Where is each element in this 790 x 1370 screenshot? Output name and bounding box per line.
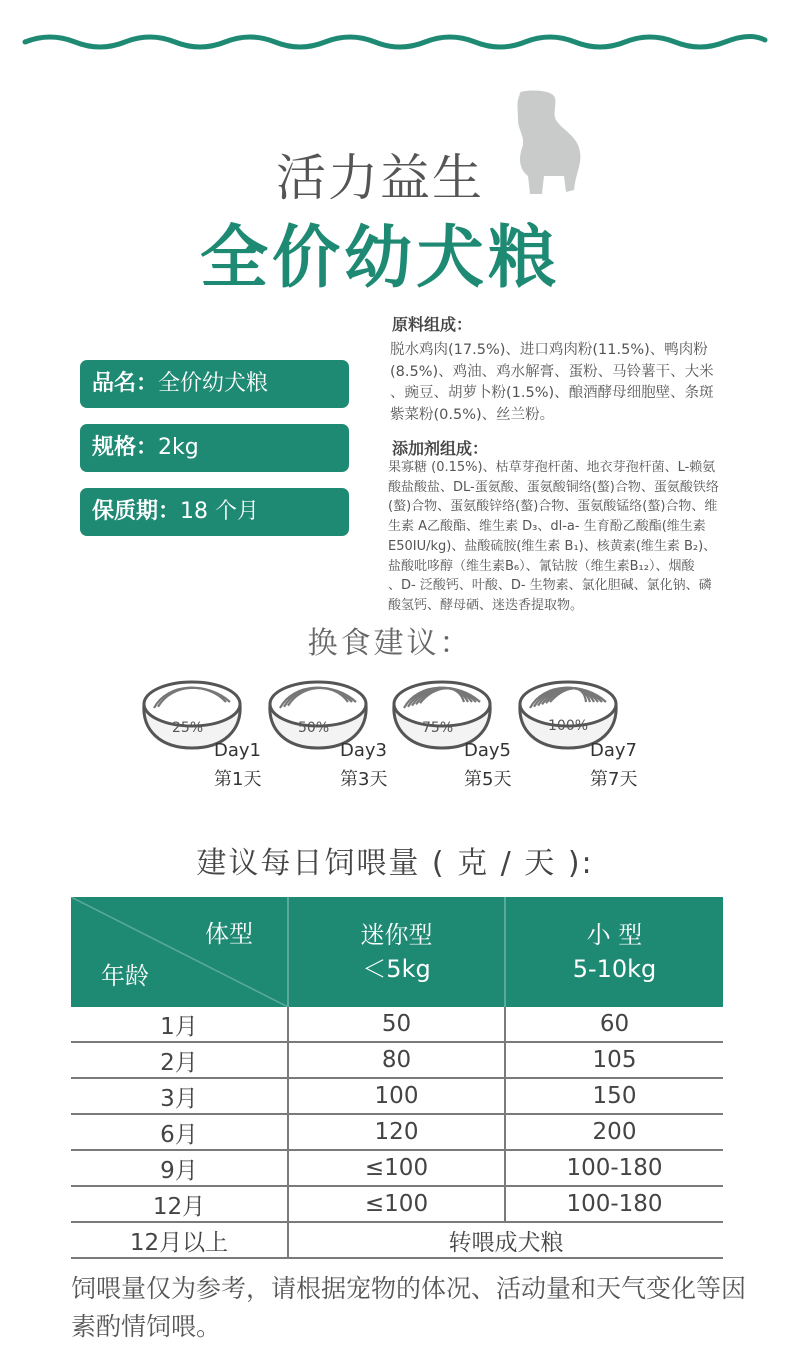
age-cell: 9月: [71, 1150, 288, 1186]
corner-top-label: 体型: [205, 920, 253, 948]
age-cell: 2月: [71, 1042, 288, 1078]
mini-cell: 120: [288, 1114, 505, 1150]
step-day-cn: 第1天: [214, 769, 262, 790]
feeding-note: 饲喂量仅为参考，请根据宠物的体况、活动量和天气变化等因素酌情饲喂。: [71, 1274, 747, 1341]
pill-label: 品名：: [92, 371, 159, 396]
step-percent: 100%: [548, 718, 589, 734]
mini-cell: ≤100: [288, 1150, 505, 1186]
age-cell: 1月: [71, 1007, 288, 1042]
pill-label: 规格：: [92, 435, 159, 460]
feeding-table: [71, 897, 723, 1259]
wave-line-icon: [0, 20, 790, 60]
pill-spec: [80, 424, 349, 472]
product-title: 全价幼犬粮: [199, 219, 560, 298]
col-name: 迷你型: [360, 921, 433, 949]
col-header-mini: [288, 897, 505, 1007]
step-percent: 50%: [298, 720, 330, 736]
small-cell: 200: [505, 1114, 723, 1150]
table-row: [71, 1078, 723, 1114]
age-cell: 3月: [71, 1078, 288, 1114]
pill-value: 2kg: [158, 435, 199, 460]
ingredients-line: (8.5%)、鸡油、鸡水解膏、蛋粉、马铃薯干、大米: [390, 363, 714, 380]
table-row: [71, 1186, 723, 1222]
ingredients-line: 、豌豆、胡萝卜粉(1.5%)、酿酒酵母细胞壁、条斑: [390, 385, 714, 401]
switch-title: 换食建议：: [307, 626, 473, 661]
age-cell: 12月以上: [71, 1222, 288, 1258]
step-percent: 25%: [172, 720, 204, 736]
additives-line: 酸氢钙、酵母硒、迷迭香提取物。: [388, 597, 584, 613]
table-row: [71, 1150, 723, 1186]
ingredients-title: 原料组成：: [392, 315, 473, 334]
additives-line: 盐酸吡哆醇（维生素B₆）、氰钴胺（维生素B₁₂）、烟酸: [388, 558, 695, 574]
step-day-label: Day5: [464, 740, 511, 761]
mini-cell: 80: [288, 1042, 505, 1078]
pill-product-name: [80, 360, 349, 408]
mini-cell: ≤100: [288, 1186, 505, 1222]
ingredients-text: [390, 340, 770, 426]
additives-line: 酸盐酸盐、DL-蛋氨酸、蛋氨酸铜络(螯)合物、蛋氨酸铁络: [388, 479, 719, 495]
col-name: 小 型: [586, 921, 643, 949]
small-cell: 105: [505, 1042, 723, 1078]
age-cell: 6月: [71, 1114, 288, 1150]
additives-line: 生素 A乙酸酯、维生素 D₃、dl-a- 生育酚乙酸酯(维生素: [388, 519, 706, 535]
feeding-header-row: [71, 897, 723, 1007]
product-subtitle: 活力益生: [276, 149, 484, 207]
col-range: ＜5kg: [362, 955, 431, 983]
corner-header: [71, 897, 288, 1007]
col-header-small: [505, 897, 723, 1007]
additives-title: 添加剂组成：: [392, 439, 489, 458]
age-cell: 12月: [71, 1186, 288, 1222]
col-range: 5-10kg: [572, 955, 657, 983]
ingredients-line: 紫菜粉(0.5%)、丝兰粉。: [390, 406, 555, 423]
pill-shelf-life: [80, 488, 349, 536]
additives-line: 果寡糖 (0.15%)、枯草芽孢杆菌、地衣芽孢杆菌、L-赖氨: [388, 460, 716, 475]
pill-value: 全价幼犬粮: [158, 371, 269, 396]
table-row: [71, 1042, 723, 1078]
step-day-label: Day7: [590, 740, 637, 761]
corner-bottom-label: 年龄: [101, 962, 149, 990]
table-row: [71, 1114, 723, 1150]
mini-cell: 100: [288, 1078, 505, 1114]
additives-line: 、D- 泛酸钙、叶酸、D- 生物素、氯化胆碱、氯化钠、磷: [388, 578, 712, 594]
small-cell: 100-180: [505, 1150, 723, 1186]
additives-line: E50IU/kg)、盐酸硫胺(维生素 B₁)、核黄素(维生素 B₂)、: [388, 538, 717, 554]
small-cell: 100-180: [505, 1186, 723, 1222]
mini-cell: 50: [288, 1007, 505, 1042]
table-row: [71, 1007, 723, 1042]
step-percent: 75%: [422, 720, 454, 736]
step-day-label: Day3: [340, 740, 387, 761]
pill-label: 保质期：: [92, 499, 181, 524]
step-day-label: Day1: [214, 740, 261, 761]
step-day-cn: 第7天: [590, 769, 638, 790]
feeding-title: 建议每日饲喂量 ( 克 / 天 ):: [196, 846, 594, 881]
step-day-cn: 第3天: [340, 769, 388, 790]
merged-cell: 转喂成犬粮: [288, 1222, 723, 1258]
ingredients-line: 脱水鸡肉(17.5%)、进口鸡肉粉(11.5%)、鸭肉粉: [390, 342, 708, 358]
pill-value: 18 个月: [180, 499, 260, 524]
small-cell: 60: [505, 1007, 723, 1042]
table-row-last: [71, 1222, 723, 1258]
small-cell: 150: [505, 1078, 723, 1114]
additives-line: (螯)合物、蛋氨酸锌络(螯)合物、蛋氨酸锰络(螯)合物、维: [388, 499, 718, 515]
additives-text: [388, 458, 770, 616]
step-day-cn: 第5天: [464, 769, 512, 790]
